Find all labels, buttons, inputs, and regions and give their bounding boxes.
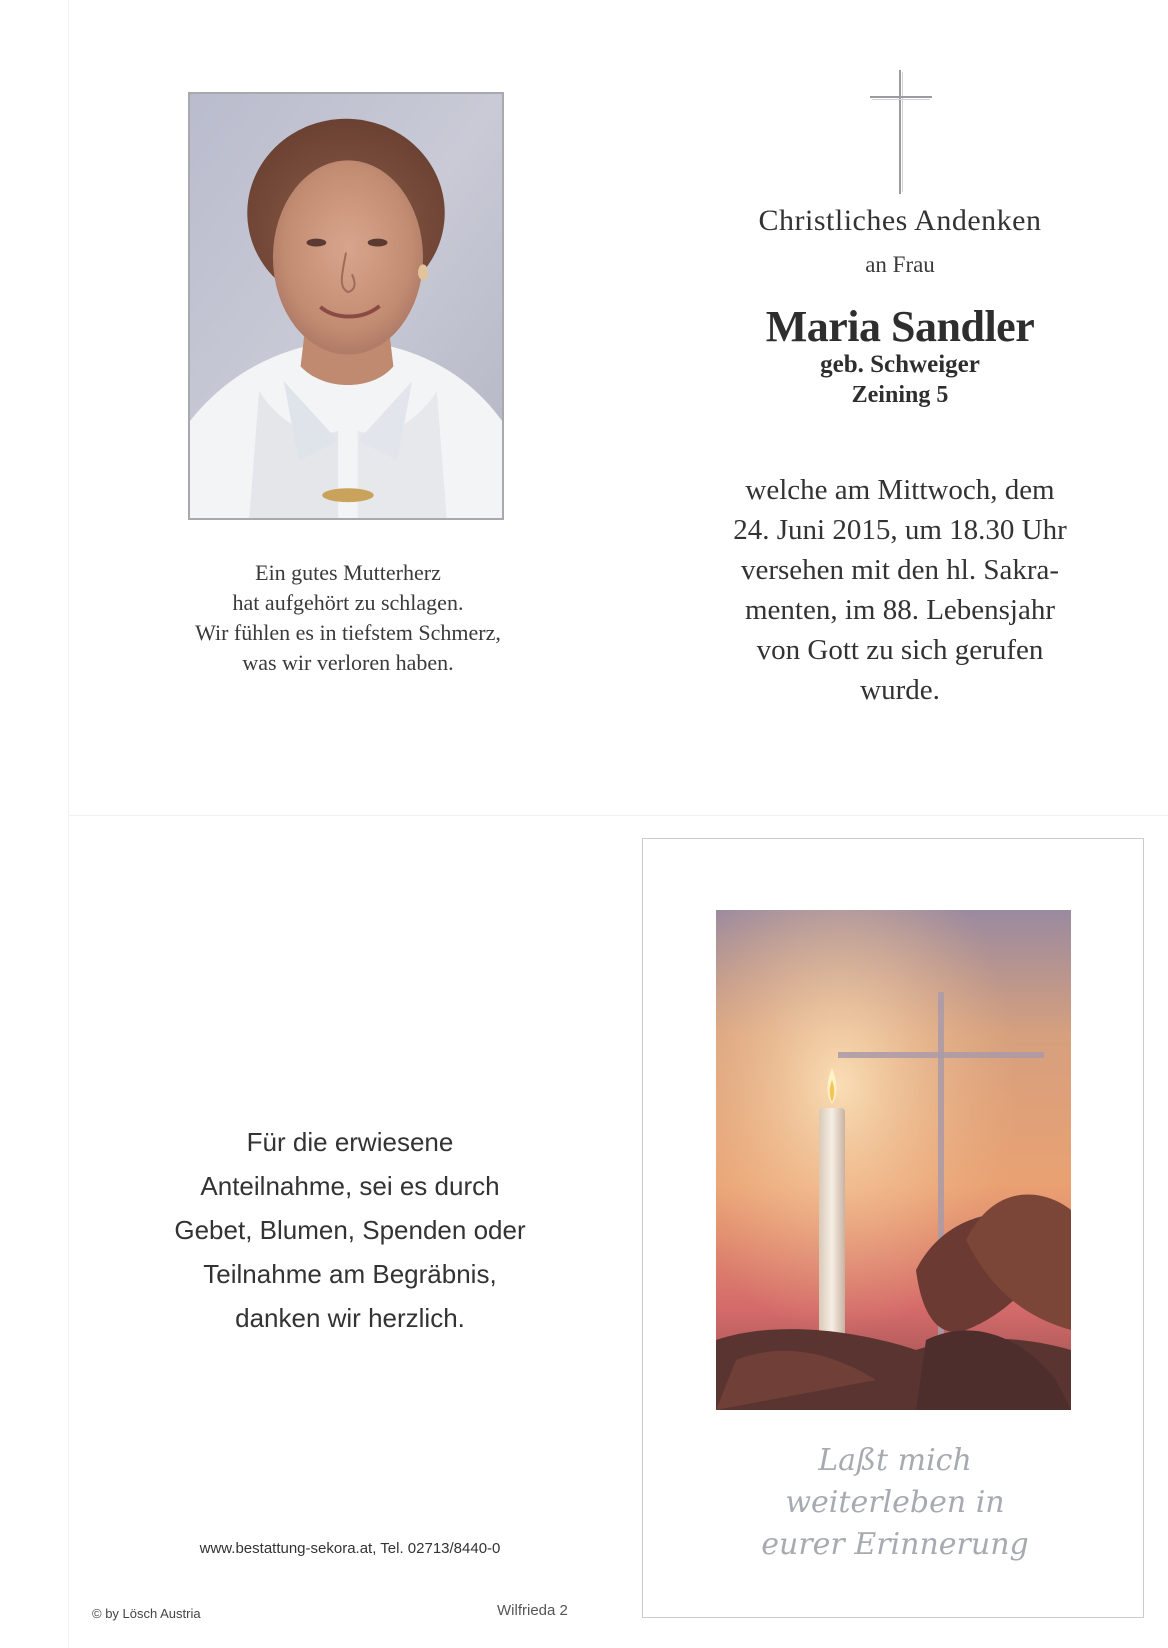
notice-line: wurde. [860,674,940,706]
death-notice [690,470,1110,710]
memorial-verse [150,558,546,678]
salutation: an Frau [865,252,935,277]
portrait-photo [188,92,504,520]
verse-line: Ein gutes Mutterherz [255,560,441,585]
deceased-name: Maria Sandler [765,302,1035,351]
motto-line: Laßt mich [818,1443,972,1478]
memorial-header [700,200,1100,410]
notice-line: welche am Mittwoch, dem [745,474,1055,506]
motto-line: weiterleben in [785,1485,1005,1520]
notice-line: 24. Juni 2015, um 18.30 Uhr [733,514,1067,546]
thanks-line: Anteilnahme, sei es durch [200,1171,500,1201]
thanks-text [130,1120,570,1340]
fold-line-horizontal [68,815,1168,816]
thanks-line: Gebet, Blumen, Spenden oder [174,1215,526,1245]
cross-icon [868,68,934,198]
thanks-line: Für die erwiesene [246,1127,454,1157]
notice-line: von Gott zu sich gerufen [756,634,1044,666]
motto-line: eurer Erinnerung [761,1527,1029,1562]
heading: Christliches Andenken [758,204,1042,237]
verse-line: hat aufgehört zu schlagen. [232,590,464,615]
card-model: Wilfrieda 2 [497,1602,568,1619]
copyright: © by Lösch Austria [92,1606,201,1621]
maiden-name: geb. Schweiger [820,351,980,378]
thanks-line: Teilnahme am Begräbnis, [203,1259,497,1289]
notice-line: versehen mit den hl. Sakra- [740,554,1060,586]
verse-line: was wir verloren haben. [242,650,454,675]
funeral-home-contact: www.bestattung-sekora.at, Tel. 02713/8440-0 [199,1540,501,1557]
verse-line: Wir fühlen es in tiefstem Schmerz, [195,620,501,645]
notice-line: menten, im 88. Lebensjahr [744,594,1056,626]
candle-cross-image [716,910,1071,1410]
fold-line-vertical [68,0,69,1648]
motto [690,1440,1100,1566]
portrait-image [190,94,502,518]
address: Zeining 5 [851,382,949,408]
candle-image [716,910,1071,1410]
thanks-line: danken wir herzlich. [235,1303,465,1333]
